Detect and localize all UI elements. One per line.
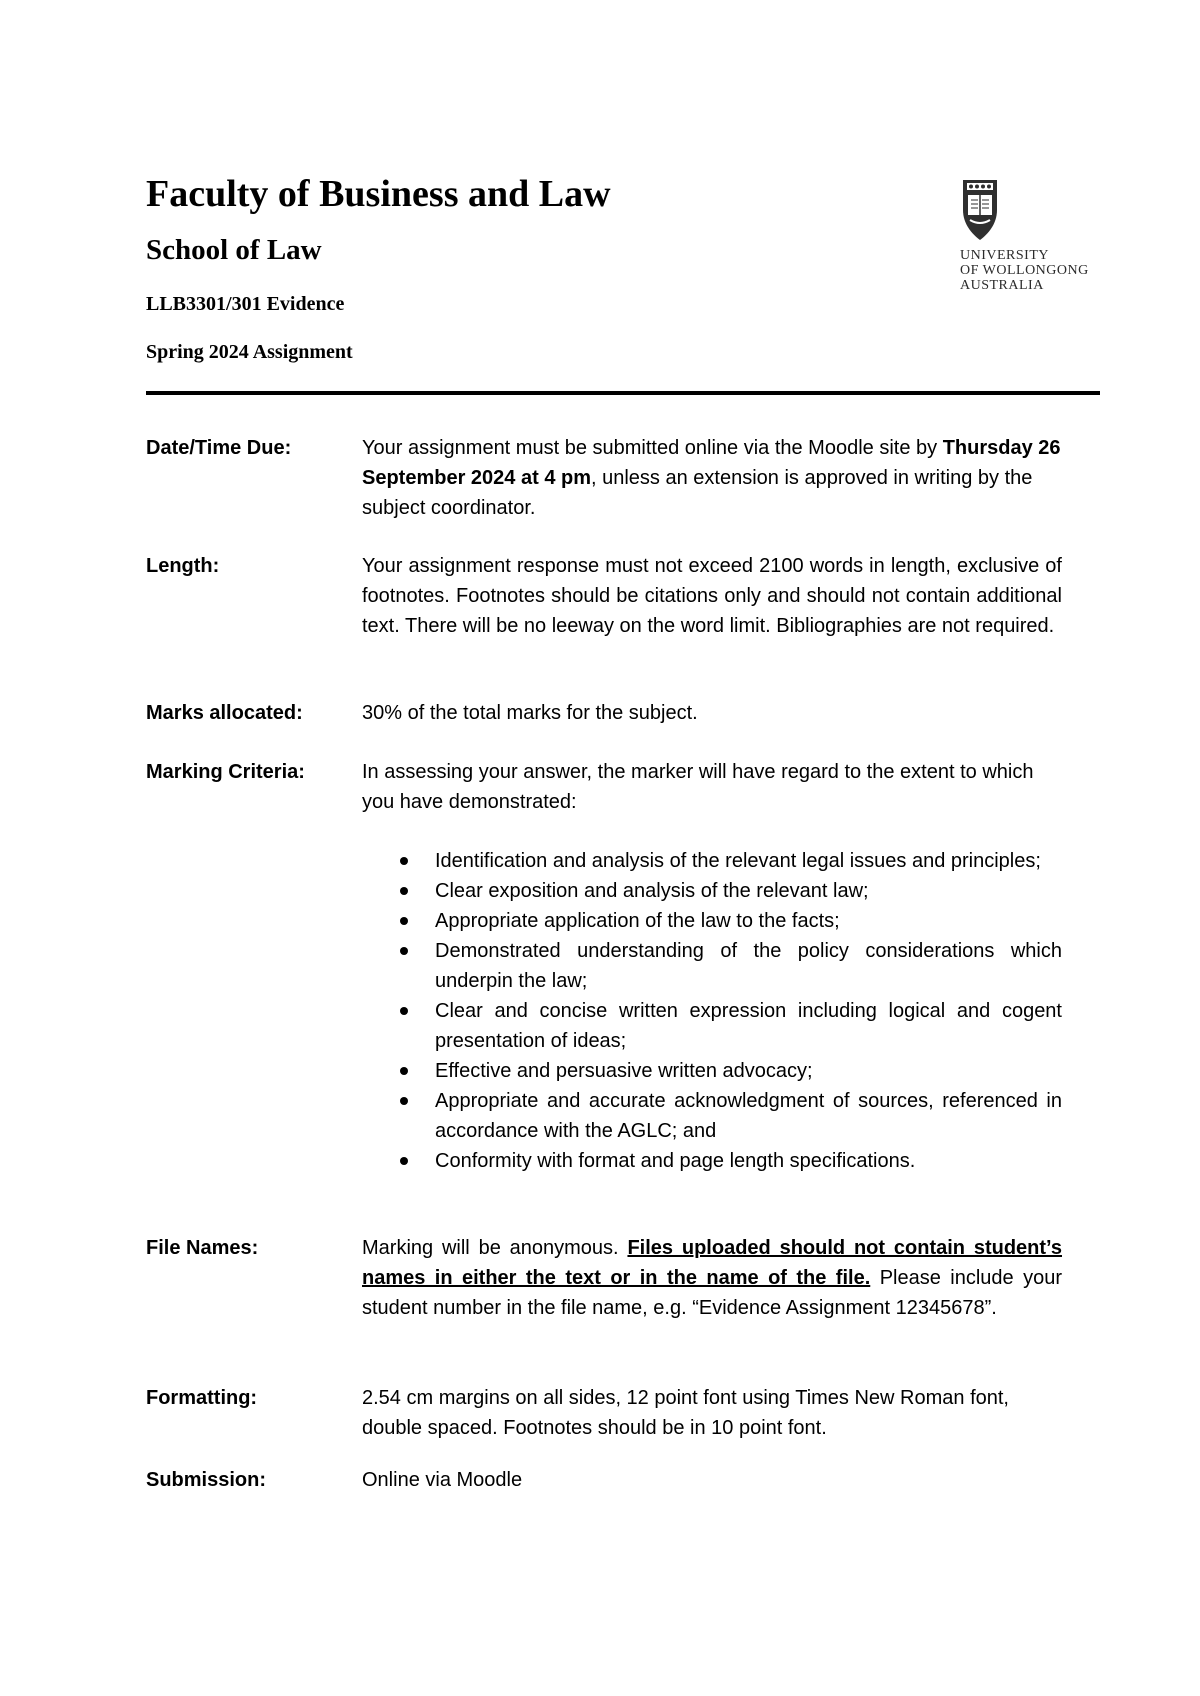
header-divider [146, 391, 1100, 395]
formatting-text: 2.54 cm margins on all sides, 12 point font using Times New Roman font, double spaced. Footnotes should be in 10 point font. [362, 1387, 1009, 1439]
school-subtitle: School of Law [146, 234, 322, 266]
faculty-title: Faculty of Business and Law [146, 173, 611, 215]
due-text-part: Your assignment must be submitted online via the Moodle site by [362, 437, 943, 459]
list-item: Clear and concise written expression including logical and cogent presentation of ideas; [362, 996, 1062, 1056]
university-wordmark [960, 248, 1089, 293]
criteria-intro: In assessing your answer, the marker will have regard to the extent to which you have demonstrated: [362, 761, 1034, 813]
due-text-part: , unless an extension is approved in writing by the subject coordinator. [362, 467, 1033, 519]
due-date-bold: Thursday 26 September 2024 at 4 pm [362, 437, 1061, 489]
wordmark-line: UNIVERSITY [960, 248, 1049, 263]
due-label: Date/Time Due: [146, 437, 292, 459]
wordmark-line: AUSTRALIA [960, 278, 1044, 293]
list-item: Appropriate application of the law to the facts; [362, 906, 1062, 936]
file-names-part: Marking will be anonymous. [362, 1237, 628, 1259]
length-label: Length: [146, 555, 220, 577]
submission-label: Submission: [146, 1469, 267, 1491]
file-names-warning: Files uploaded should not contain student’s names in either the text or in the name of the file. [362, 1237, 1062, 1289]
marks-label: Marks allocated: [146, 702, 303, 724]
file-names-part: Please include your student number in the file name, e.g. “Evidence Assignment 12345678”. [362, 1267, 1062, 1319]
criteria-label: Marking Criteria: [146, 761, 305, 783]
list-item: Effective and persuasive written advocacy; [362, 1056, 1062, 1086]
list-item: Demonstrated understanding of the policy considerations which underpin the law; [362, 936, 1062, 996]
marks-text: 30% of the total marks for the subject. [362, 702, 698, 724]
wordmark-line: OF WOLLONGONG [960, 263, 1089, 278]
list-item: Clear exposition and analysis of the relevant law; [362, 876, 1062, 906]
list-item: Identification and analysis of the relevant legal issues and principles; [362, 846, 1062, 876]
list-item: Conformity with format and page length specifications. [362, 1146, 1062, 1176]
file-names-text [362, 1233, 1062, 1323]
university-logo [960, 174, 1120, 302]
crest-icon [960, 174, 1000, 242]
submission-text: Online via Moodle [362, 1469, 523, 1491]
subject-code: LLB3301/301 Evidence [146, 293, 345, 315]
criteria-list [362, 846, 1062, 1176]
file-names-label: File Names: [146, 1237, 259, 1259]
assignment-term: Spring 2024 Assignment [146, 341, 353, 363]
length-text: Your assignment response must not exceed 2100 words in length, exclusive of footnotes. Footnotes should be citations only and should not contain additional text. There will be no leeway on the word limit. Bibliographies are not required. [362, 555, 1062, 637]
due-text [362, 433, 1062, 523]
formatting-label: Formatting: [146, 1387, 258, 1409]
list-item: Appropriate and accurate acknowledgment of sources, referenced in accordance with the AGLC; and [362, 1086, 1062, 1146]
